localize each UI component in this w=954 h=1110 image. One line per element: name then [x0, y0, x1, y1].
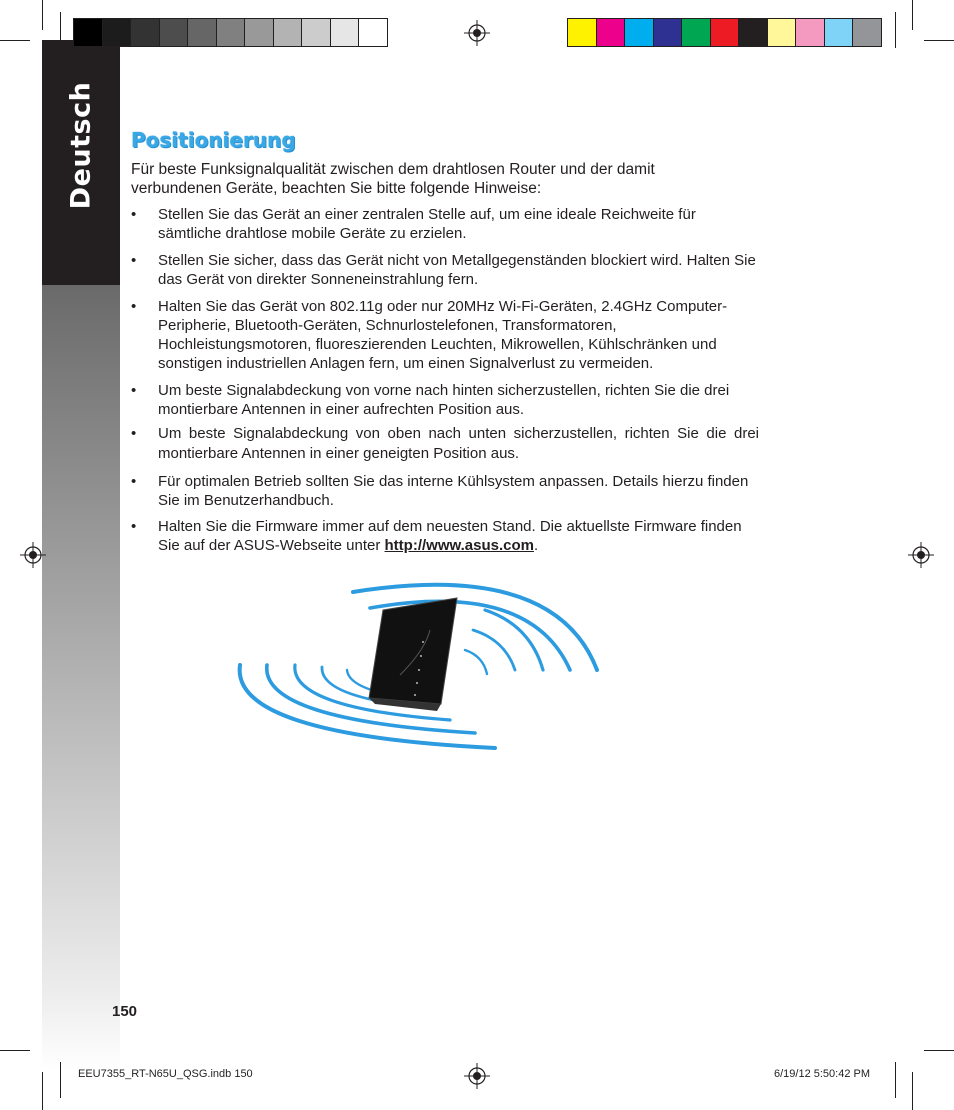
crop-mark	[912, 1072, 913, 1110]
intro-paragraph: Für beste Funksignalqualität zwischen dem drahtlosen Router und der damit verbundenen Geräte, beachten Sie bitte folgende Hinweise:	[131, 161, 655, 197]
color-swatch	[852, 18, 882, 47]
crop-mark	[0, 1050, 30, 1051]
list-item: • Für optimalen Betrieb sollten Sie das interne Kühlsystem anpassen. Details hierzu finden Sie im Benutzerhandbuch.	[131, 472, 759, 510]
color-swatch	[159, 18, 189, 47]
color-swatch	[187, 18, 217, 47]
list-item: • Halten Sie das Gerät von 802.11g oder nur 20MHz Wi-Fi-Geräten, 2.4GHz Computer-Peripherie, Bluetooth-Geräten, Schnurlostelefonen, Transformatoren, Hochleistungsmotoren, fluoreszierenden Leuchten, Mikrowellen, Kühlschränken und sonstigen industriellen Anlagen fern, um einen Signalverlust zu vermeiden.	[131, 297, 759, 373]
registration-mark-icon	[20, 542, 46, 568]
list-item: • Stellen Sie sicher, dass das Gerät nicht von Metallgegenständen blockiert wird. Halten Sie das Gerät von direkter Sonneneinstrahlung fern.	[131, 251, 759, 289]
color-swatch	[130, 18, 160, 47]
color-swatch	[738, 18, 768, 47]
crop-mark	[0, 40, 30, 41]
firmware-text: Halten Sie die Firmware immer auf dem neuesten Stand. Die aktuellste Firmware finden Sie auf der ASUS-Webseite unter	[158, 518, 742, 554]
crop-mark	[60, 12, 61, 48]
asus-website-link[interactable]: http://www.asus.com	[384, 537, 534, 554]
color-swatch	[795, 18, 825, 47]
firmware-text-end: .	[533, 537, 539, 554]
color-swatch	[653, 18, 683, 47]
registration-mark-icon	[908, 542, 934, 568]
list-item	[131, 517, 759, 555]
crop-mark	[924, 40, 954, 41]
color-swatch	[767, 18, 797, 47]
color-swatch	[301, 18, 331, 47]
list-item: • Stellen Sie das Gerät an einer zentralen Stelle auf, um eine ideale Reichweite für sämtliche drahtlose mobile Geräte zu erzielen.	[131, 205, 759, 243]
color-swatch	[624, 18, 654, 47]
router-icon	[369, 598, 457, 711]
registration-mark-icon	[464, 1063, 490, 1089]
color-swatch	[681, 18, 711, 47]
crop-mark	[42, 1072, 43, 1110]
color-swatch	[824, 18, 854, 47]
crop-mark	[42, 0, 43, 30]
footer-date: 6/19/12 5:50:42 PM	[774, 1068, 871, 1080]
color-swatch	[330, 18, 360, 47]
color-swatch	[710, 18, 740, 47]
list-item: • Um beste Signalabdeckung von vorne nach hinten sicherzustellen, richten Sie die drei montierbare Antennen in einer aufrechten Position aus.	[131, 381, 759, 419]
crop-mark	[912, 0, 913, 30]
language-label: Deutsch	[65, 81, 97, 209]
color-swatch	[216, 18, 246, 47]
section-title: Positionierung	[131, 128, 296, 152]
crop-mark	[895, 12, 896, 48]
color-swatch	[73, 18, 103, 47]
crop-mark	[895, 1062, 896, 1098]
color-swatch	[567, 18, 597, 47]
registration-mark-icon	[464, 20, 490, 46]
crop-mark	[924, 1050, 954, 1051]
router-wireless-illustration	[225, 570, 625, 770]
color-swatch	[596, 18, 626, 47]
color-swatch	[244, 18, 274, 47]
side-tab-label	[42, 40, 120, 250]
list-item: • Um beste Signalabdeckung von oben nach unten sicherzustellen, richten Sie die drei montierbare Antennen in einer geneigten Position aus.	[131, 424, 759, 464]
color-swatch	[273, 18, 303, 47]
color-swatch	[102, 18, 132, 47]
color-swatch	[358, 18, 388, 47]
tips-list	[131, 205, 759, 555]
crop-mark	[60, 1062, 61, 1098]
page-number: 150	[112, 1003, 138, 1020]
footer-file-info: EEU7355_RT-N65U_QSG.indb 150	[78, 1068, 253, 1080]
